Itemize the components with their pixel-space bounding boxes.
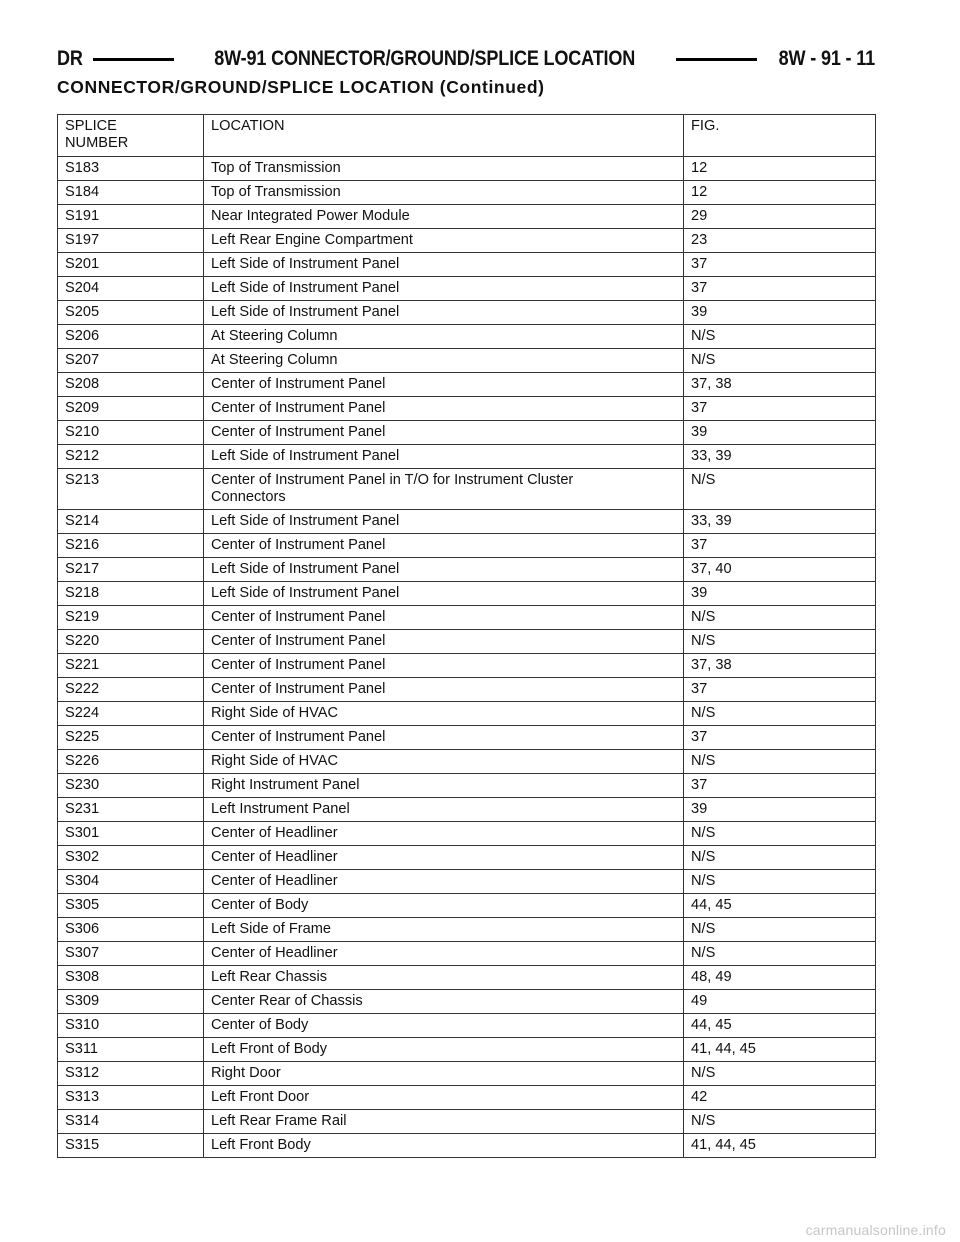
header-rule-left [93, 58, 174, 61]
header-rule-right [676, 58, 757, 61]
table-row [58, 1110, 876, 1134]
table-header-row [58, 115, 876, 157]
splice-number-cell: S301 [58, 822, 204, 846]
location-cell: Right Side of HVAC [204, 750, 684, 774]
fig-cell: N/S [684, 1110, 876, 1134]
table-row [58, 253, 876, 277]
location-cell: Left Side of Instrument Panel [204, 277, 684, 301]
location-cell: Center of Instrument Panel [204, 606, 684, 630]
splice-number-cell: S311 [58, 1038, 204, 1062]
column-header-fig: FIG. [684, 115, 876, 157]
table-row [58, 349, 876, 373]
fig-cell: 12 [684, 181, 876, 205]
table-row [58, 966, 876, 990]
location-cell: Center of Headliner [204, 942, 684, 966]
fig-cell: 37, 40 [684, 558, 876, 582]
table-row [58, 846, 876, 870]
location-cell: Center of Headliner [204, 846, 684, 870]
table-row [58, 1038, 876, 1062]
table-row [58, 1134, 876, 1158]
fig-cell: 39 [684, 421, 876, 445]
location-cell: Left Side of Instrument Panel [204, 558, 684, 582]
location-cell: Center of Instrument Panel [204, 678, 684, 702]
splice-number-cell: S307 [58, 942, 204, 966]
fig-cell: 33, 39 [684, 445, 876, 469]
splice-number-cell: S308 [58, 966, 204, 990]
fig-cell: N/S [684, 1062, 876, 1086]
splice-number-cell: S197 [58, 229, 204, 253]
location-cell: Left Front of Body [204, 1038, 684, 1062]
table-row [58, 630, 876, 654]
splice-number-cell: S304 [58, 870, 204, 894]
table-row [58, 157, 876, 181]
table-row [58, 654, 876, 678]
splice-number-cell: S209 [58, 397, 204, 421]
location-cell: Center of Instrument Panel [204, 726, 684, 750]
table-row [58, 421, 876, 445]
location-cell: Center of Instrument Panel [204, 421, 684, 445]
table-row [58, 582, 876, 606]
splice-number-cell: S314 [58, 1110, 204, 1134]
location-cell: Right Door [204, 1062, 684, 1086]
fig-cell: N/S [684, 606, 876, 630]
table-row [58, 942, 876, 966]
splice-number-cell: S305 [58, 894, 204, 918]
location-cell: Left Side of Instrument Panel [204, 445, 684, 469]
table-row [58, 1062, 876, 1086]
fig-cell: N/S [684, 918, 876, 942]
fig-cell: 37 [684, 726, 876, 750]
header-section-title: 8W-91 CONNECTOR/GROUND/SPLICE LOCATION [214, 47, 636, 70]
location-cell: Center of Instrument Panel [204, 373, 684, 397]
splice-number-cell: S183 [58, 157, 204, 181]
splice-number-cell: S213 [58, 469, 204, 510]
location-cell: Top of Transmission [204, 157, 684, 181]
splice-number-cell: S206 [58, 325, 204, 349]
table-row [58, 606, 876, 630]
fig-cell: N/S [684, 750, 876, 774]
fig-cell: N/S [684, 630, 876, 654]
page-header [57, 44, 875, 74]
splice-number-cell: S220 [58, 630, 204, 654]
location-cell: Center of Headliner [204, 870, 684, 894]
fig-cell: N/S [684, 822, 876, 846]
table-row [58, 205, 876, 229]
table-row [58, 702, 876, 726]
watermark: carmanualsonline.info [805, 1222, 946, 1238]
location-cell: Center of Body [204, 1014, 684, 1038]
header-page-number: 8W - 91 - 11 [778, 47, 876, 70]
table-row [58, 1014, 876, 1038]
location-cell: Center Rear of Chassis [204, 990, 684, 1014]
fig-cell: 37, 38 [684, 654, 876, 678]
fig-cell: 41, 44, 45 [684, 1038, 876, 1062]
table-row [58, 918, 876, 942]
location-cell: Left Rear Engine Compartment [204, 229, 684, 253]
header-left-code: DR [57, 47, 83, 70]
location-cell: Center of Instrument Panel [204, 654, 684, 678]
table-header [58, 115, 876, 157]
table-row [58, 301, 876, 325]
splice-number-cell: S208 [58, 373, 204, 397]
table-row [58, 277, 876, 301]
splice-number-cell: S204 [58, 277, 204, 301]
fig-cell: 44, 45 [684, 894, 876, 918]
location-cell: Left Side of Instrument Panel [204, 301, 684, 325]
table-row [58, 373, 876, 397]
table-row [58, 229, 876, 253]
table-row [58, 558, 876, 582]
fig-cell: 12 [684, 157, 876, 181]
table-row [58, 469, 876, 510]
fig-cell: 23 [684, 229, 876, 253]
splice-number-cell: S210 [58, 421, 204, 445]
splice-number-cell: S217 [58, 558, 204, 582]
location-cell: Center of Instrument Panel [204, 534, 684, 558]
splice-number-cell: S313 [58, 1086, 204, 1110]
splice-number-cell: S230 [58, 774, 204, 798]
table-row [58, 181, 876, 205]
location-cell: Center of Instrument Panel [204, 630, 684, 654]
location-cell: Left Front Door [204, 1086, 684, 1110]
fig-cell: 37 [684, 397, 876, 421]
location-cell: Center of Body [204, 894, 684, 918]
table-row [58, 822, 876, 846]
location-cell: Left Instrument Panel [204, 798, 684, 822]
location-cell: Left Rear Chassis [204, 966, 684, 990]
splice-location-table [57, 114, 876, 1158]
fig-cell: 37 [684, 774, 876, 798]
location-cell: Right Instrument Panel [204, 774, 684, 798]
fig-cell: 48, 49 [684, 966, 876, 990]
location-cell: At Steering Column [204, 349, 684, 373]
splice-number-cell: S224 [58, 702, 204, 726]
fig-cell: N/S [684, 469, 876, 510]
location-cell: Left Side of Instrument Panel [204, 253, 684, 277]
fig-cell: 37, 38 [684, 373, 876, 397]
table-body [58, 157, 876, 1158]
location-cell: Left Side of Frame [204, 918, 684, 942]
location-cell: Center of Headliner [204, 822, 684, 846]
fig-cell: 33, 39 [684, 510, 876, 534]
fig-cell: 37 [684, 277, 876, 301]
table-row [58, 1086, 876, 1110]
splice-number-cell: S222 [58, 678, 204, 702]
table-row [58, 397, 876, 421]
splice-number-cell: S205 [58, 301, 204, 325]
splice-number-cell: S315 [58, 1134, 204, 1158]
fig-cell: N/S [684, 349, 876, 373]
splice-number-cell: S309 [58, 990, 204, 1014]
splice-number-cell: S302 [58, 846, 204, 870]
location-cell: Top of Transmission [204, 181, 684, 205]
splice-number-cell: S216 [58, 534, 204, 558]
fig-cell: 39 [684, 301, 876, 325]
location-cell: Center of Instrument Panel in T/O for Instrument Cluster Connectors [204, 469, 684, 510]
table-row [58, 534, 876, 558]
table-row [58, 325, 876, 349]
fig-cell: 39 [684, 582, 876, 606]
fig-cell: 37 [684, 253, 876, 277]
splice-number-cell: S214 [58, 510, 204, 534]
splice-number-cell: S201 [58, 253, 204, 277]
splice-number-cell: S212 [58, 445, 204, 469]
fig-cell: N/S [684, 870, 876, 894]
table-row [58, 750, 876, 774]
fig-cell: 42 [684, 1086, 876, 1110]
splice-number-cell: S184 [58, 181, 204, 205]
splice-number-cell: S231 [58, 798, 204, 822]
location-cell: Left Side of Instrument Panel [204, 510, 684, 534]
location-cell: At Steering Column [204, 325, 684, 349]
fig-cell: 39 [684, 798, 876, 822]
splice-number-cell: S306 [58, 918, 204, 942]
fig-cell: N/S [684, 702, 876, 726]
table-row [58, 510, 876, 534]
section-title: CONNECTOR/GROUND/SPLICE LOCATION (Continued) [57, 77, 545, 97]
fig-cell: N/S [684, 942, 876, 966]
location-cell: Left Rear Frame Rail [204, 1110, 684, 1134]
splice-number-cell: S312 [58, 1062, 204, 1086]
splice-number-cell: S219 [58, 606, 204, 630]
splice-number-cell: S218 [58, 582, 204, 606]
splice-number-cell: S221 [58, 654, 204, 678]
fig-cell: 41, 44, 45 [684, 1134, 876, 1158]
table-row [58, 445, 876, 469]
splice-number-cell: S207 [58, 349, 204, 373]
location-cell: Left Front Body [204, 1134, 684, 1158]
fig-cell: 49 [684, 990, 876, 1014]
table-row [58, 678, 876, 702]
fig-cell: N/S [684, 325, 876, 349]
splice-number-cell: S226 [58, 750, 204, 774]
fig-cell: 37 [684, 534, 876, 558]
fig-cell: 44, 45 [684, 1014, 876, 1038]
splice-number-cell: S191 [58, 205, 204, 229]
table-row [58, 870, 876, 894]
location-cell: Right Side of HVAC [204, 702, 684, 726]
fig-cell: 37 [684, 678, 876, 702]
splice-number-cell: S310 [58, 1014, 204, 1038]
column-header-splice-number: SPLICE NUMBER [58, 115, 204, 157]
location-cell: Near Integrated Power Module [204, 205, 684, 229]
column-header-location: LOCATION [204, 115, 684, 157]
location-cell: Left Side of Instrument Panel [204, 582, 684, 606]
fig-cell: N/S [684, 846, 876, 870]
splice-number-cell: S225 [58, 726, 204, 750]
table-row [58, 798, 876, 822]
table-row [58, 894, 876, 918]
location-cell: Center of Instrument Panel [204, 397, 684, 421]
fig-cell: 29 [684, 205, 876, 229]
table-row [58, 774, 876, 798]
table-row [58, 726, 876, 750]
table-row [58, 990, 876, 1014]
